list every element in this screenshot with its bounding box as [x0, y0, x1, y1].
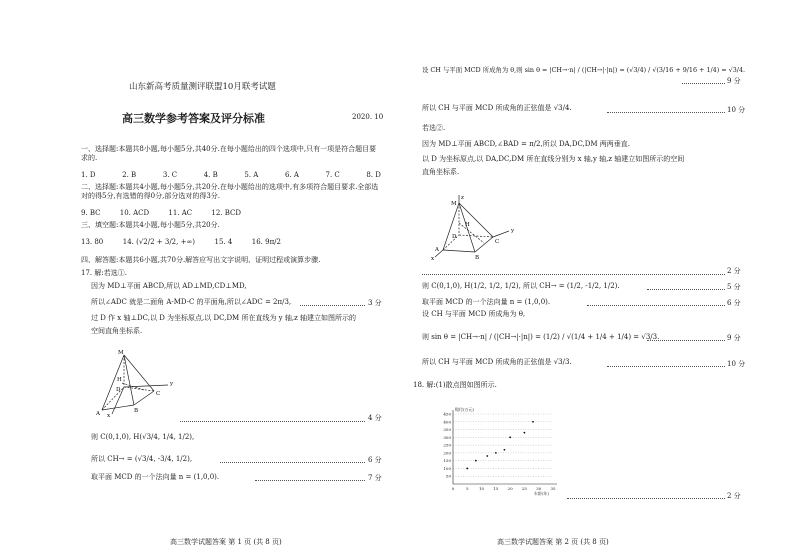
y-tick-label: 450 — [443, 411, 451, 417]
p2-line-9: 设 CH 与平面 MCD 所成角为 θ, — [422, 310, 526, 318]
section-2-heading: 二、选择题:本题共4小题,每小题5分,共20分.在每小题给出的选项中,有多项符合题目要求.全部选对的得5分,有选错的得0分,部分选对的得3分. — [81, 183, 379, 200]
q17-line-5: 则 C(0,1,0), H(√3/4, 1/4, 1/2), — [91, 433, 195, 441]
pyramid-figure-1 — [92, 345, 187, 417]
score-4: 4 分 — [368, 414, 382, 422]
score-3: 3 分 — [368, 299, 382, 307]
dotted-leader — [422, 274, 725, 275]
x-tick-label: 15 — [493, 486, 499, 491]
label-B: B — [134, 408, 139, 414]
cube-figure-2 — [429, 195, 519, 260]
q17-line-1: 因为 MD⊥平面 ABCD,所以 AD⊥MD,CD⊥MD, — [91, 282, 247, 290]
y-tick-label: 300 — [443, 434, 451, 440]
x-tick-label: 20 — [507, 486, 513, 491]
answer-page-2 — [397, 0, 794, 558]
dotted-leader — [647, 289, 725, 290]
data-point — [504, 449, 506, 451]
score-9b: 9 分 — [727, 334, 741, 342]
label-H: H — [117, 377, 122, 383]
label-y: y — [511, 228, 515, 234]
score-2b: 2 分 — [727, 492, 741, 500]
y-tick-label: 400 — [443, 419, 451, 425]
y-tick-label: 250 — [443, 442, 451, 448]
answer-8: 8. D — [366, 171, 381, 179]
page-footer: 高三数学试题答案 第 2 页 (共 8 页) — [497, 538, 609, 546]
label-z: z — [461, 195, 464, 201]
score-10: 10 分 — [727, 106, 746, 114]
exam-date: 2020. 10 — [352, 113, 384, 121]
answer-15: 15. 4 — [214, 238, 233, 246]
answer-16: 16. 9π/2 — [251, 238, 281, 246]
q18-heading: 18. 解:(1)散点图如图所示. — [413, 381, 497, 389]
x-tick-label: 5 — [466, 486, 469, 491]
section-3-answers — [81, 238, 281, 247]
score-9: 9 分 — [727, 77, 741, 85]
p2-line-7: 则 C(0,1,0), H(1/2, 1/2, 1/2), 所以 CH→ = (1/2, -1/2, 1/2). — [422, 282, 620, 290]
label-M: M — [118, 350, 124, 356]
label-C: C — [495, 239, 500, 245]
data-point — [524, 432, 526, 434]
score-6: 6 分 — [368, 456, 382, 464]
section-4-heading: 四、解答题:本题共6小题,共70分.解答应写出文字说明、证明过程或演算步骤. — [81, 256, 321, 264]
page-footer: 高三数学试题答案 第 1 页 (共 8 页) — [170, 538, 282, 546]
answer-10: 10. ACD — [119, 209, 150, 217]
dotted-leader — [607, 112, 725, 113]
exam-header: 山东新高考质量测评联盟10月联考试题 — [129, 82, 276, 92]
dotted-leader — [607, 366, 725, 367]
score-10b: 10 分 — [727, 360, 746, 368]
data-point — [532, 421, 534, 423]
p2-line-5: 以 D 为坐标原点,以 DA,DC,DM 所在直线分别为 x 轴,y 轴,z 轴建立如图所示的空间 — [422, 155, 685, 163]
answer-14: 14. (√2/2 + 3/2, +∞) — [122, 238, 196, 246]
q17-line-7: 取平面 MCD 的一个法向量 n = (1,0,0). — [91, 473, 220, 481]
label-H: H — [465, 222, 470, 228]
label-B: B — [475, 255, 480, 261]
answer-6: 6. A — [284, 171, 299, 179]
p2-line-10: 则 sin θ = |CH→·n| / (|CH→|·|n|) = (1/2) / √(1/4 + 1/4 + 1/4) = √3/3. — [422, 333, 660, 341]
q17-line-3: 过 D 作 x 轴⊥DC,以 D 为坐标原点,以 DC,DM 所在直线为 y 轴,z 轴建立如图所示的 — [91, 314, 356, 322]
label-M: M — [451, 201, 457, 207]
score-6b: 6 分 — [727, 299, 741, 307]
y-tick-label: 350 — [443, 427, 451, 433]
y-tick-label: 200 — [443, 450, 451, 456]
x-tick-label: 0 — [451, 486, 455, 491]
label-D: D — [452, 234, 457, 240]
score-7: 7 分 — [368, 474, 382, 482]
score-2: 2 分 — [727, 267, 741, 275]
answer-2: 2. B — [122, 171, 137, 179]
data-point — [466, 468, 468, 470]
y-axis-label: 赔付(万元) — [455, 407, 475, 412]
x-tick-label: 25 — [521, 486, 527, 491]
data-point — [509, 436, 511, 438]
answer-7: 7. C — [325, 171, 340, 179]
y-tick-label: 50 — [445, 473, 451, 479]
dotted-leader — [682, 83, 725, 84]
dotted-leader — [647, 340, 725, 341]
dotted-leader — [567, 498, 725, 499]
answer-9: 9. BC — [81, 209, 101, 217]
p2-line-1: 设 CH 与平面 MCD 所成角为 θ,则 sin θ = |CH→·n| / (|CH→|·|n|) = (√3/4) / √(3/16 + 9/16 + 1/4) = √3/4. — [422, 66, 746, 74]
answer-1: 1. D — [81, 171, 96, 179]
data-point — [495, 452, 497, 454]
section-1-heading: 一、选择题:本题共8小题,每小题5分,共40分.在每小题给出的四个选项中,只有一项是符合题目要求的. — [81, 145, 377, 162]
y-tick-label: 150 — [443, 458, 451, 464]
dotted-leader — [255, 480, 365, 481]
data-point — [486, 455, 488, 457]
q17-heading: 17. 解:若选①. — [81, 269, 127, 277]
section-1-answers — [81, 171, 381, 180]
p2-line-11: 所以 CH 与平面 MCD 所成角的正弦值是 √3/3. — [422, 358, 572, 366]
answer-11: 11. AC — [168, 209, 193, 217]
p2-line-4: 因为 MD⊥平面 ABCD,∠BAD = π/2,所以 DA,DC,DM 两两垂直. — [422, 140, 631, 148]
section-3-heading: 三、填空题:本题共4小题,每小题5分,共20分. — [81, 221, 220, 229]
label-y: y — [170, 381, 174, 387]
y-tick-label: 100 — [443, 465, 451, 471]
x-tick-label: 10 — [479, 486, 485, 491]
dotted-leader — [300, 305, 365, 306]
x-tick-label: 30 — [536, 486, 542, 491]
dotted-leader — [220, 462, 365, 463]
p2-line-8: 取平面 MCD 的一个法向量 n = (1,0,0). — [422, 298, 551, 306]
answer-12: 12. BCD — [211, 209, 241, 217]
q17-line-4: 空间直角坐标系. — [91, 327, 143, 335]
dotted-leader — [180, 421, 365, 422]
label-A: A — [96, 411, 100, 417]
x-tick-label: 35 — [550, 486, 556, 491]
answer-13: 13. 80 — [81, 238, 104, 246]
x-axis-label: 车龄(年) — [533, 491, 549, 496]
p2-line-3: 若选②. — [422, 124, 446, 132]
label-x: x — [431, 256, 435, 262]
page-title: 高三数学参考答案及评分标准 — [122, 112, 265, 125]
label-D: D — [116, 387, 121, 393]
section-2-answers — [81, 209, 241, 218]
p2-line-2: 所以 CH 与平面 MCD 所成角的正弦值是 √3/4. — [422, 104, 572, 112]
p2-line-6: 直角坐标系. — [422, 168, 460, 176]
q17-line-2: 所以∠ADC 就是二面角 A-MD-C 的平面角,所以∠ADC = 2π/3, — [91, 298, 292, 306]
answer-3: 3. C — [162, 171, 178, 179]
label-C: C — [156, 391, 161, 397]
score-5: 5 分 — [727, 283, 741, 291]
answer-4: 4. B — [203, 171, 218, 179]
dotted-leader — [587, 305, 725, 306]
scatter-plot — [435, 406, 565, 498]
label-A: A — [435, 247, 439, 253]
label-x: x — [107, 413, 111, 419]
q17-line-6: 所以 CH→ = (√3/4, -3/4, 1/2), — [91, 455, 193, 463]
answer-5: 5. A — [244, 171, 259, 179]
data-point — [475, 460, 477, 462]
